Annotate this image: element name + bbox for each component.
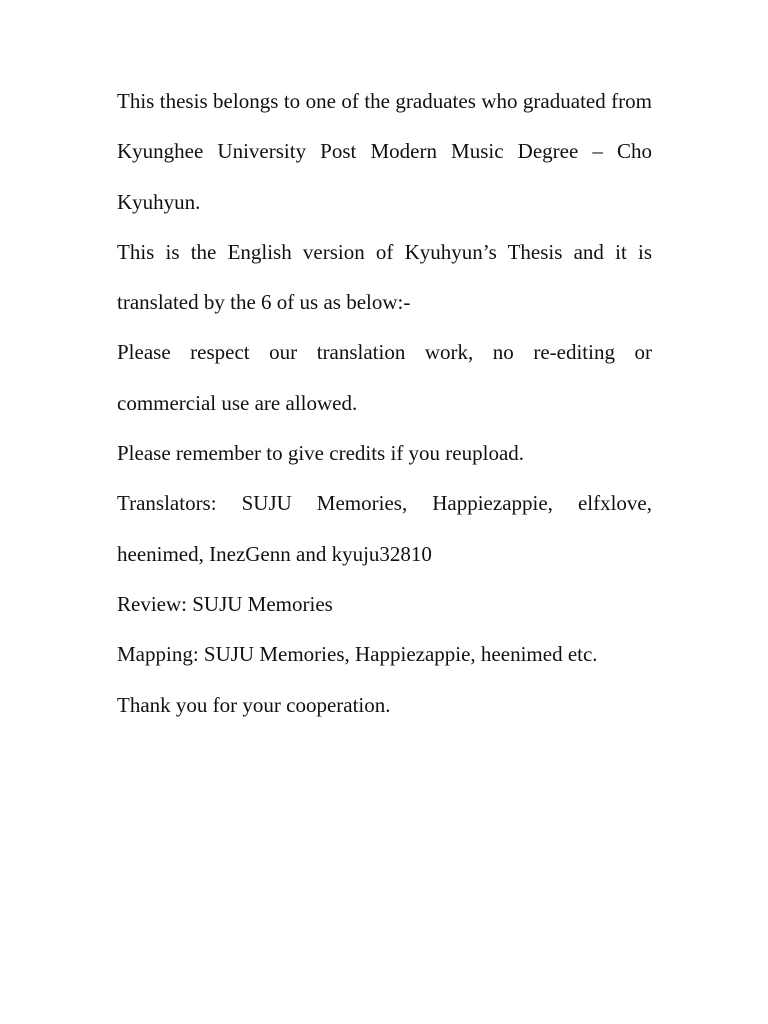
paragraph-thank-you: Thank you for your cooperation. [117,692,391,717]
paragraph-review: Review: SUJU Memories [117,591,333,616]
paragraph-thesis-intro: This thesis belongs to one of the graduates who graduated from Kyunghee University Post Modern Music Degree – Cho Kyuhyun. [117,89,652,214]
paragraph-mapping: Mapping: SUJU Memories, Happiezappie, heenimed etc. [117,642,598,667]
paragraph-credits-notice: Please remember to give credits if you reupload. [117,441,525,466]
paragraph-translators: Translators: SUJU Memories, Happiezappie, elfxlove, heenimed, InezGenn and kyuju32810 [117,491,652,566]
paragraph-english-version: This is the English version of Kyuhyun’s Thesis and it is translated by the 6 of us as below:- [117,239,652,315]
paragraph-respect-notice: Please respect our translation work, no re-editing or commercial use are allowed. [117,340,652,415]
document-body [117,76,652,730]
